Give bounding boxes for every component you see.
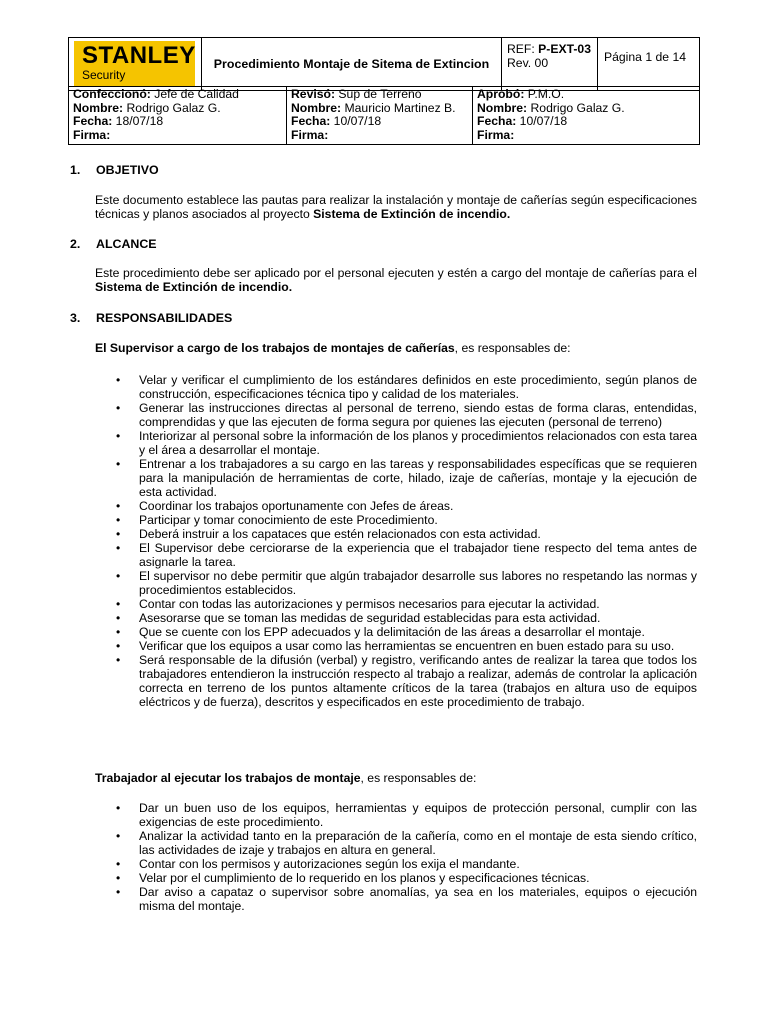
sign-label: Firma: (291, 127, 329, 142)
list-item (95, 829, 697, 857)
list-item (95, 457, 697, 499)
list-item-text: Contar con los permisos y autorizaciones según los exija el mandante. (139, 857, 520, 871)
name-label: Nombre: (291, 100, 342, 115)
supervisor-responsibilities-list (95, 373, 697, 709)
sign-label: Firma: (73, 127, 111, 142)
signature-confecciono (69, 87, 287, 145)
supervisor-lead (95, 341, 697, 355)
list-item-text: Velar por el cumplimiento de lo requerido en los planos y especificaciones técnicas. (139, 871, 590, 885)
paragraph-bold: Sistema de Extinción de incendio. (313, 207, 511, 221)
list-item (95, 801, 697, 829)
list-item-text: El supervisor no debe permitir que algún trabajador desarrolle sus labores no respetando las normas y procedimientos establecidos. (139, 569, 697, 597)
bullet-icon: • (116, 885, 121, 899)
list-item-text: Coordinar los trabajos oportunamente con Jefes de áreas. (139, 499, 454, 513)
name-label: Nombre: (73, 100, 124, 115)
section-title: OBJETIVO (96, 163, 159, 177)
list-item (95, 857, 697, 871)
role-value: P.M.O. (524, 87, 565, 101)
name-label: Nombre: (477, 100, 528, 115)
list-item-text: Asesorarse que se toman las medidas de seguridad establecidas para esta actividad. (139, 611, 601, 625)
section-objetivo-text (95, 193, 697, 221)
list-item-text: Entrenar a los trabajadores a su cargo en las tareas y responsabilidades específicas que se requieren para la manipulación de herramientas de corte, hilado, izaje de cañerías, montaje y la ejecución de esta actividad. (139, 457, 697, 499)
document-header (68, 37, 700, 91)
list-item (95, 541, 697, 569)
list-item (95, 653, 697, 709)
worker-responsibilities-list (95, 801, 697, 913)
paragraph-text: Este procedimiento debe ser aplicado por el personal ejecuten y estén a cargo del montaje de cañerías para el (95, 266, 697, 280)
bullet-icon: • (116, 429, 121, 443)
section-alcance-heading (70, 237, 157, 251)
list-item-text: Interiorizar al personal sobre la información de los planos y procedimientos relacionados con esta tarea y el área a desarrollar el montaje. (139, 429, 697, 457)
bullet-icon: • (116, 871, 121, 885)
bullet-icon: • (116, 499, 121, 513)
bullet-icon: • (116, 653, 121, 667)
list-item (95, 625, 697, 639)
bullet-icon: • (116, 541, 121, 555)
role-label: Revisó: (291, 87, 336, 101)
paragraph-bold: Sistema de Extinción de incendio. (95, 280, 293, 294)
name-value: Mauricio Martinez B. (341, 100, 456, 115)
ref-label: REF: (507, 42, 535, 56)
list-item-text: Analizar la actividad tanto en la preparación de la cañería, como en el montaje de esta siendo crítico, las actividades de izaje y trabajos en altura en general. (139, 829, 697, 857)
lead-rest: , es responsables de: (360, 771, 477, 785)
lead-bold: Trabajador al ejecutar los trabajos de montaje (95, 771, 361, 785)
worker-lead (95, 771, 697, 785)
list-item-text: Dar un buen uso de los equipos, herramientas y equipos de protección personal, cumplir con las exigencias de este procedimiento. (139, 801, 697, 829)
list-item-text: Contar con todas las autorizaciones y permisos necesarios para ejecutar la actividad. (139, 597, 600, 611)
list-item (95, 373, 697, 401)
date-value: 10/07/18 (516, 114, 568, 128)
role-value: Sup de Terreno (335, 87, 422, 101)
list-item-text: Generar las instrucciones directas al personal de terreno, siendo estas de forma claras, entendidas, comprendidas y que las ejecuten de forma segura por quienes las ejecuten (personal de terreno) (139, 401, 697, 429)
list-item-text: Participar y tomar conocimiento de este Procedimiento. (139, 513, 438, 527)
list-item (95, 885, 697, 913)
date-label: Fecha: (291, 114, 331, 128)
lead-bold: El Supervisor a cargo de los trabajos de montajes de cañerías (95, 341, 455, 355)
bullet-icon: • (116, 625, 121, 639)
bullet-icon: • (116, 857, 121, 871)
section-number: 1. (70, 163, 81, 177)
section-number: 2. (70, 237, 81, 251)
name-value: Rodrigo Galaz G. (527, 100, 625, 115)
bullet-icon: • (116, 801, 121, 815)
list-item (95, 611, 697, 625)
signature-reviso (287, 87, 473, 145)
date-label: Fecha: (73, 114, 113, 128)
list-item (95, 527, 697, 541)
signature-table (68, 86, 700, 145)
list-item (95, 871, 697, 885)
bullet-icon: • (116, 597, 121, 611)
list-item-text: Que se cuente con los EPP adecuados y la delimitación de las áreas a desarrollar el montaje. (139, 625, 645, 639)
ref-value: P-EXT-03 (538, 42, 591, 56)
logo-cell (69, 38, 202, 91)
logo-brand: STANLEY (82, 42, 196, 69)
list-item (95, 639, 697, 653)
section-objetivo-heading (70, 163, 159, 177)
role-label: Aprobó: (477, 87, 525, 101)
sign-label: Firma: (477, 127, 515, 142)
section-title: ALCANCE (96, 237, 157, 251)
list-item-text: Verificar que los equipos a usar como las herramientas se encuentren en buen estado para su uso. (139, 639, 675, 653)
role-label: Confeccionó: (73, 87, 151, 101)
list-item (95, 597, 697, 611)
logo-sub: Security (82, 68, 126, 82)
bullet-icon: • (116, 373, 121, 387)
stanley-security-logo (74, 41, 195, 86)
reference-cell (502, 38, 598, 91)
paragraph-text: Este documento establece las pautas para realizar la instalación y montaje de cañerías según especificaciones técnicas y planos asociados al proyecto (95, 193, 697, 221)
role-value: Jefe de Calidad (150, 87, 239, 101)
signature-aprobo (473, 87, 700, 145)
bullet-icon: • (116, 401, 121, 415)
list-item-text: El Supervisor debe cerciorarse de la experiencia que el trabajador tiene respecto del tema antes de asignarle la tarea. (139, 541, 697, 569)
date-value: 10/07/18 (330, 114, 382, 128)
bullet-icon: • (116, 527, 121, 541)
bullet-icon: • (116, 513, 121, 527)
bullet-icon: • (116, 611, 121, 625)
section-alcance-text (95, 266, 697, 294)
lead-rest: , es responsables de: (454, 341, 571, 355)
bullet-icon: • (116, 569, 121, 583)
bullet-icon: • (116, 457, 121, 471)
page-number: Página 1 de 14 (598, 38, 700, 91)
name-value: Rodrigo Galaz G. (123, 100, 221, 115)
date-value: 18/07/18 (112, 114, 164, 128)
date-label: Fecha: (477, 114, 517, 128)
bullet-icon: • (116, 639, 121, 653)
list-item-text: Deberá instruir a los capataces que estén relacionados con esta actividad. (139, 527, 541, 541)
list-item (95, 429, 697, 457)
document-title: Procedimiento Montaje de Sitema de Extincion (202, 38, 502, 91)
revision: Rev. 00 (507, 56, 549, 70)
list-item-text: Dar aviso a capataz o supervisor sobre anomalías, ya sea en los materiales, equipos o ejecución misma del montaje. (139, 885, 697, 913)
list-item-text: Velar y verificar el cumplimiento de los estándares definidos en este procedimiento, según planos de construcción, especificaciones técnica tipo y calidad de los materiales. (139, 373, 697, 401)
list-item (95, 513, 697, 527)
list-item (95, 569, 697, 597)
section-title: RESPONSABILIDADES (96, 311, 233, 325)
bullet-icon: • (116, 829, 121, 843)
list-item (95, 499, 697, 513)
list-item-text: Será responsable de la difusión (verbal) y registro, verificando antes de realizar la tarea que todos los trabajadores entendieron la instrucción respecto al trabajo a realizar, además de controlar la aplicación correcta en terreno de los puntos altamente críticos de la tarea (trabajos en altura uso de equipos eléctricos y de fuerza), descritos y especificados en este procedimiento de trabajo. (139, 653, 697, 709)
list-item (95, 401, 697, 429)
section-number: 3. (70, 311, 81, 325)
section-responsabilidades-heading (70, 311, 232, 325)
